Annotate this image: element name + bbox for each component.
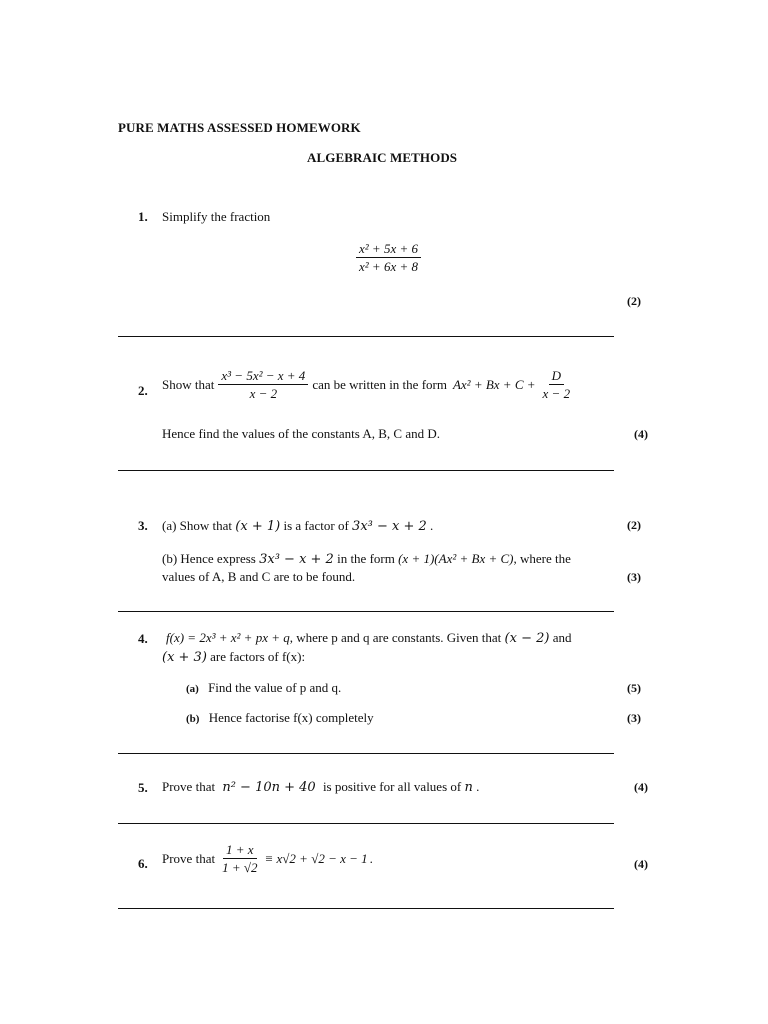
q6-denominator: 1 + √2 <box>222 860 258 875</box>
q6-statement <box>162 842 373 875</box>
q4-statement-line2 <box>162 648 305 666</box>
q4-statement-line1 <box>166 629 571 647</box>
q2-show-that: Show that <box>162 377 215 392</box>
q2-denominator: x − 2 <box>249 386 278 401</box>
q5-end: . <box>476 779 480 794</box>
divider-6 <box>118 908 614 909</box>
q4-function: f(x) = 2x³ + x² + px + q <box>166 630 290 645</box>
q4a-text: Find the value of p and q. <box>208 680 342 695</box>
q6-number: 6. <box>138 856 148 871</box>
q3a-factor: (x + 1) <box>235 519 281 534</box>
q6-numerator: 1 + x <box>223 842 257 859</box>
q4-text2: are factors of f(x): <box>210 649 306 664</box>
q5-statement <box>162 778 479 796</box>
q1-number: 1. <box>138 209 148 224</box>
q2-statement <box>162 368 577 401</box>
q5-expression: n² − 10n + 40 <box>222 780 316 795</box>
divider-1 <box>118 336 614 337</box>
q5-marks: (4) <box>634 780 648 794</box>
q5-number: 5. <box>138 780 148 795</box>
q1-numerator: x² + 5x + 6 <box>356 241 421 258</box>
q2-numerator: x³ − 5x² − x + 4 <box>218 368 308 385</box>
divider-4 <box>118 753 614 754</box>
q4a-label: (a) <box>186 683 199 695</box>
q3a-statement <box>162 517 433 535</box>
q2-form-prefix: Ax² + Bx + C + <box>452 377 536 392</box>
q5-variable: n <box>464 780 473 795</box>
q4b-item <box>186 709 374 728</box>
q4b-marks: (3) <box>627 711 641 725</box>
q4-factor1: (x − 2) <box>504 631 550 646</box>
q6-rhs: ≡ x√2 + √2 − x − 1 <box>264 851 368 866</box>
q3-number: 3. <box>138 518 148 533</box>
q4-text1: , where p and q are constants. Given that <box>289 630 502 645</box>
q1-marks: (2) <box>627 294 641 308</box>
q3a-marks: (2) <box>627 518 641 532</box>
q4-factor2: (x + 3) <box>162 650 207 665</box>
q4b-text: Hence factorise f(x) completely <box>208 710 374 725</box>
q2-number: 2. <box>138 383 148 398</box>
q3b-end: , where the <box>513 551 571 566</box>
q1-fraction <box>352 241 425 274</box>
q3b-form: (x + 1)(Ax² + Bx + C) <box>398 551 514 566</box>
q4b-label: (b) <box>186 713 200 725</box>
q3b-line2: values of A, B and C are to be found. <box>162 569 356 584</box>
q2-hence: Hence find the values of the constants A, B, C and D. <box>162 426 440 441</box>
q6-prefix: Prove that <box>162 851 216 866</box>
q2-marks: (4) <box>634 427 648 441</box>
q2-mid-text: can be written in the form <box>312 377 447 392</box>
page-title: PURE MATHS ASSESSED HOMEWORK <box>118 120 361 135</box>
q4a-item <box>186 679 341 698</box>
q3a-prefix: (a) Show that <box>162 518 233 533</box>
divider-3 <box>118 611 614 612</box>
q2-form-numerator: D <box>549 368 564 385</box>
divider-2 <box>118 470 614 471</box>
q3a-end: . <box>430 518 434 533</box>
q3b-mid: in the form <box>337 551 395 566</box>
q5-mid: is positive for all values of <box>322 779 462 794</box>
q3a-mid: is a factor of <box>283 518 349 533</box>
q6-marks: (4) <box>634 857 648 871</box>
q4-and: and <box>552 630 572 645</box>
q3b-poly: 3x³ − x + 2 <box>259 552 334 567</box>
q5-prefix: Prove that <box>162 779 216 794</box>
divider-5 <box>118 823 614 824</box>
q6-end: . <box>369 851 373 866</box>
q3b-prefix: (b) Hence express <box>162 551 256 566</box>
q3b-statement <box>162 550 571 568</box>
q1-text: Simplify the fraction <box>162 209 271 224</box>
q4a-marks: (5) <box>627 681 641 695</box>
q1-denominator: x² + 6x + 8 <box>359 259 418 274</box>
q4-number: 4. <box>138 631 148 646</box>
page-subtitle: ALGEBRAIC METHODS <box>307 150 458 165</box>
q3b-marks: (3) <box>627 570 641 584</box>
q2-form-denominator: x − 2 <box>542 386 571 401</box>
q3a-poly: 3x³ − x + 2 <box>352 519 427 534</box>
